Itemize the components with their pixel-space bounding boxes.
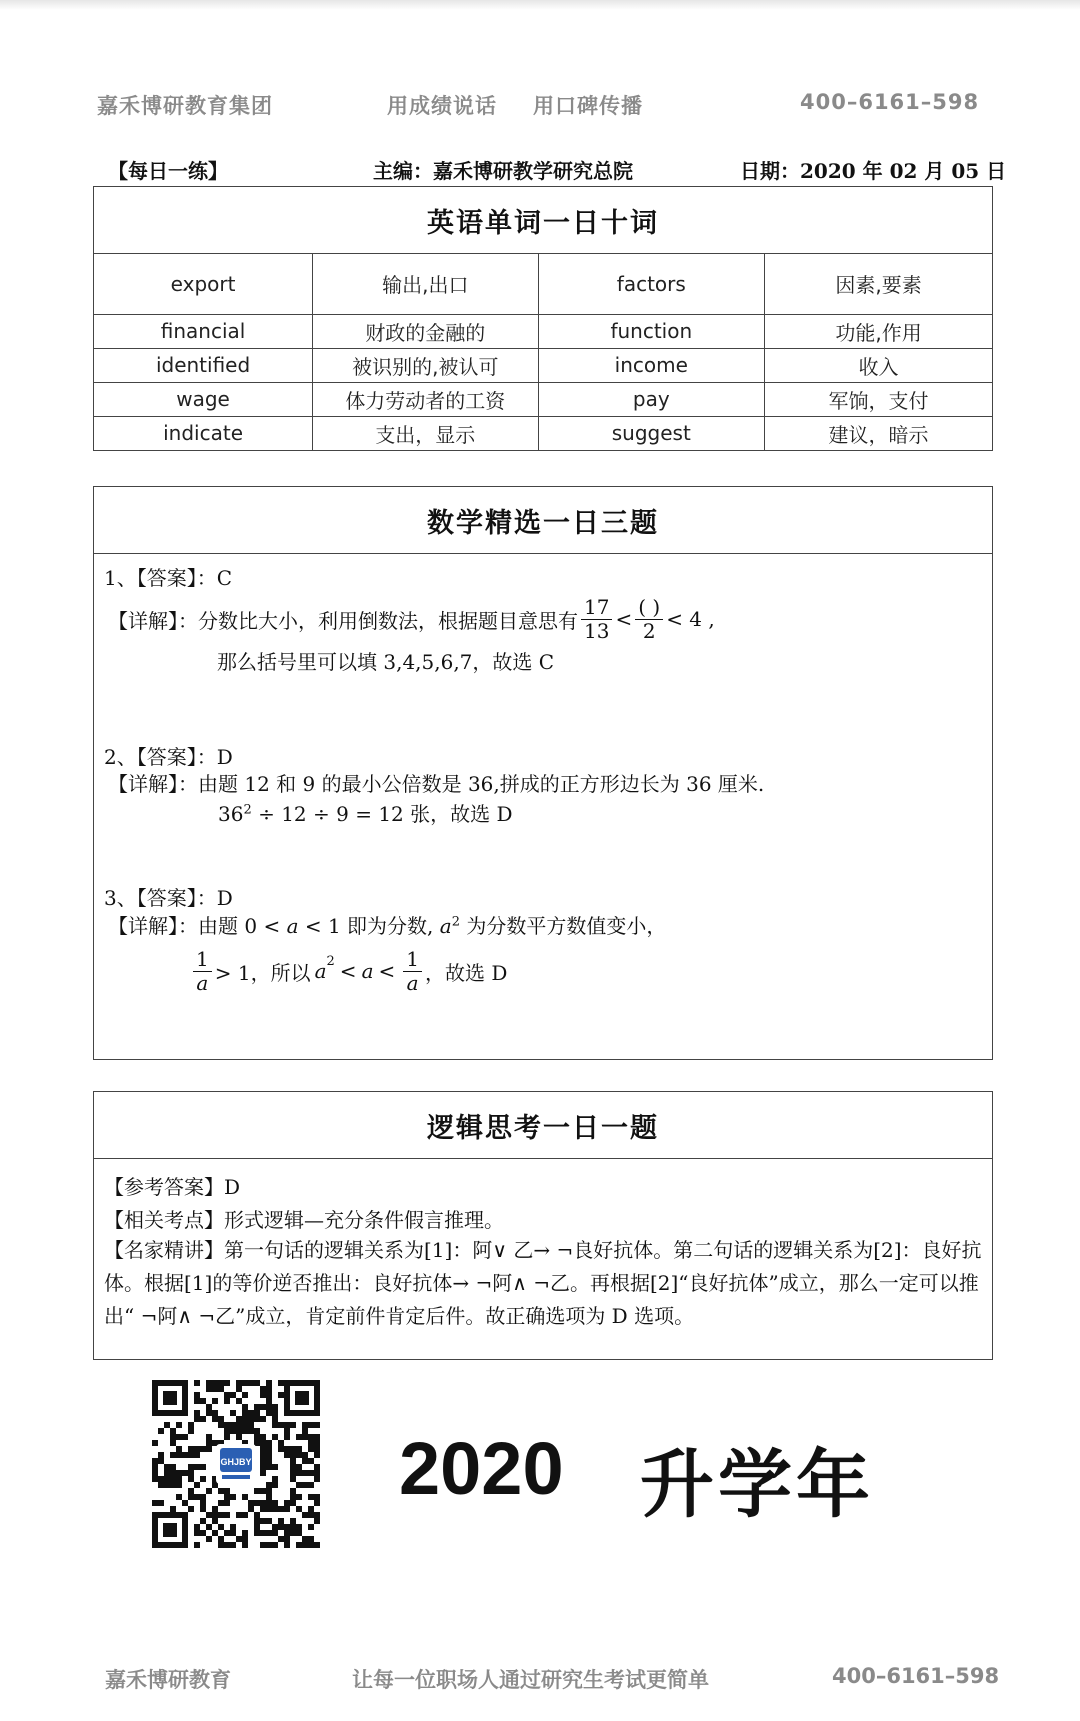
q3-fraction-2: $\frac{1}{a}$ xyxy=(403,948,422,995)
logic-explain: 【名家精讲】第一句话的逻辑关系为[1]：阿∨ 乙→ ¬良好抗体。第二句话的逻辑关系为[2]：良好抗体。根据[1]的等价逆否推出：良好抗体→ ¬阿∧ ¬乙。再根据[2]“良好抗体”成立，那么一定可以推出“ ¬阿∧ ¬乙”成立，肯定前件肯定后件。故正确选项为 D 选项。 xyxy=(104,1238,982,1328)
header-slogan-1: 用成绩说话 xyxy=(387,94,497,118)
vocab-english: wage xyxy=(94,382,313,416)
q3-answer: 3、【答案】：D xyxy=(104,886,233,910)
vocab-chinese: 军饷，支付 xyxy=(765,382,992,416)
logic-point: 【相关考点】形式逻辑—充分条件假言推理。 xyxy=(104,1208,504,1232)
vocab-chinese: 被识别的,被认可 xyxy=(313,348,538,382)
logic-body xyxy=(94,1159,992,1359)
q1-answer: 1、【答案】：C xyxy=(104,566,233,590)
vocab-chinese: 功能,作用 xyxy=(765,314,992,348)
q3-var-a3: a xyxy=(361,959,374,983)
footer-phone: 400–6161–598 xyxy=(832,1664,1000,1688)
q2-detail xyxy=(108,768,764,797)
q2-base: 36 xyxy=(218,802,244,826)
date-label: 日期：2020 年 02 月 05 日 xyxy=(740,159,1007,183)
vocab-english: function xyxy=(538,314,765,348)
q3-lt2: < xyxy=(378,959,396,983)
promo-year: 2020 xyxy=(399,1427,564,1510)
q3-var-a2: a xyxy=(314,959,327,983)
q1-detail-text: 分数比大小，利用倒数法，根据题目意思有 xyxy=(198,608,578,633)
vocab-section xyxy=(93,186,993,451)
q1-detail-label: 【详解】： xyxy=(108,608,198,633)
q2-exponent: 2 xyxy=(243,802,252,818)
q3-mid1: > 1，所以 xyxy=(214,960,311,985)
q3-sq2: 2 xyxy=(326,954,335,969)
promo-text: 升学年 xyxy=(640,1443,874,1526)
vocab-english: identified xyxy=(94,348,313,382)
vocab-english: indicate xyxy=(94,416,313,450)
vocab-title: 英语单词一日十词 xyxy=(94,187,992,254)
header-phone: 400–6161–598 xyxy=(800,90,980,114)
q3-detail-label: 【详解】： xyxy=(108,914,198,938)
q1-detail xyxy=(108,584,715,654)
q1-fraction-2: $\frac{( )}{2}$ xyxy=(635,596,663,643)
q2-answer: 2、【答案】：D xyxy=(104,745,233,769)
q3-text-b: < 1 即为分数, xyxy=(304,914,434,938)
q3-end: ，故选 D xyxy=(425,960,508,985)
vocab-chinese: 支出，显示 xyxy=(313,416,538,450)
vocab-chinese: 因素,要素 xyxy=(765,254,992,314)
q3-var-a: a xyxy=(286,914,299,938)
vocab-row xyxy=(94,348,992,382)
footer-slogan: 让每一位职场人通过研究生考试更简单 xyxy=(352,1668,709,1692)
vocab-chinese: 输出,出口 xyxy=(313,254,538,314)
daily-label: 【每日一练】 xyxy=(108,159,228,183)
vocab-row xyxy=(94,254,992,314)
q2-rest: ÷ 12 ÷ 9 = 12 张，故选 D xyxy=(251,802,513,826)
vocab-english: export xyxy=(94,254,313,314)
header-org: 嘉禾博研教育集团 xyxy=(97,94,273,118)
q3-text-c: 为分数平方数值变小， xyxy=(466,914,667,938)
math-body xyxy=(94,554,992,1059)
qr-code xyxy=(150,1378,322,1550)
vocab-table xyxy=(94,254,992,450)
vocab-chinese: 建议，暗示 xyxy=(765,416,992,450)
q2-detail-label: 【详解】： xyxy=(108,772,198,796)
q2-line2 xyxy=(218,798,513,827)
q3-sq: 2 xyxy=(451,914,460,930)
editor-label: 主编：嘉禾博研教学研究总院 xyxy=(373,159,633,183)
footer-org: 嘉禾博研教育 xyxy=(105,1668,231,1692)
q1-fraction-1: $\frac{17}{13}$ xyxy=(581,596,612,643)
logic-section xyxy=(93,1091,993,1360)
q2-detail-text: 由题 12 和 9 的最小公倍数是 36,拼成的正方形边长为 36 厘米. xyxy=(198,772,765,796)
q3-detail xyxy=(108,910,666,939)
vocab-chinese: 财政的金融的 xyxy=(313,314,538,348)
q3-lt1: < xyxy=(339,959,357,983)
vocab-english: financial xyxy=(94,314,313,348)
math-title: 数学精选一日三题 xyxy=(94,487,992,554)
vocab-row xyxy=(94,416,992,450)
top-shadow xyxy=(0,0,1080,10)
q3-line2 xyxy=(190,936,507,1006)
qr-logo-text: GHJBY xyxy=(220,1457,252,1467)
vocab-row xyxy=(94,314,992,348)
math-section xyxy=(93,486,993,1060)
q1-less-than: < xyxy=(615,607,633,631)
q3-var-a-squared: a xyxy=(439,914,452,938)
vocab-chinese: 收入 xyxy=(765,348,992,382)
q3-text-a: 由题 0 < xyxy=(198,914,281,938)
vocab-english: factors xyxy=(538,254,765,314)
logic-answer: 【参考答案】D xyxy=(104,1175,241,1199)
vocab-row xyxy=(94,382,992,416)
vocab-english: pay xyxy=(538,382,765,416)
q3-fraction-1: $\frac{1}{a}$ xyxy=(193,948,212,995)
q1-tail: < 4 , xyxy=(666,607,715,631)
q1-line2: 那么括号里可以填 3,4,5,6,7，故选 C xyxy=(217,650,555,674)
vocab-english: suggest xyxy=(538,416,765,450)
logic-title: 逻辑思考一日一题 xyxy=(94,1092,992,1159)
vocab-english: income xyxy=(538,348,765,382)
vocab-chinese: 体力劳动者的工资 xyxy=(313,382,538,416)
header-slogan-2: 用口碑传播 xyxy=(533,94,643,118)
